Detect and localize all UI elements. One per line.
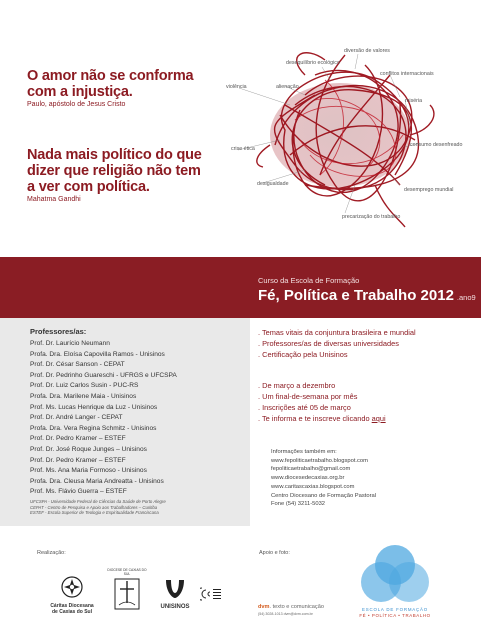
professors-panel — [0, 318, 250, 526]
schedule-item: . De março a dezembro — [258, 381, 336, 390]
diocese-name: DIOCESE DE CAXIAS DO SUL — [107, 568, 147, 576]
info-center: Centro Diocesano de Formação Pastoral — [271, 492, 377, 499]
professor-item: Prof. Ms. Ana Maria Formoso - Unisinos — [30, 467, 147, 475]
footnote-estef: ESTEF - Escola Superior de Teologia e Espiritualidade Franciscana — [30, 510, 159, 516]
footnote-ufcspa: UFCSPA - Universidade Federal de Ciências da Saúde de Porto Alegre — [30, 499, 166, 504]
quote-1-line-2: com a injustiça. — [27, 84, 133, 100]
dvm-name: dvm — [258, 604, 270, 610]
schedule-list — [258, 380, 478, 424]
feature-item: . Professores/as de diversas universidades — [258, 339, 399, 348]
yarn-label-miseria: miséria — [405, 98, 423, 104]
diocese-seal-icon — [110, 573, 144, 613]
tangled-yarn-illustration — [225, 35, 475, 230]
yarn-label-violencia: violência — [226, 84, 247, 90]
quote-1-author: Paulo, apóstolo de Jesus Cristo — [27, 101, 126, 108]
yarn-label-precarizacao: precarização do trabalho — [342, 214, 401, 220]
professor-item: Prof. Dr. José Roque Junges – Unisinos — [30, 445, 147, 453]
yarn-label-desemprego: desemprego mundial — [404, 187, 454, 193]
caritas-line-2: de Caxias do Sul — [51, 609, 92, 615]
quote-2-author: Mahatma Gandhi — [27, 196, 81, 203]
yarn-label-desigualdade: desigualdade — [257, 181, 289, 187]
course-banner — [0, 257, 481, 318]
schedule-item: . Um final-de-semana por mês — [258, 392, 358, 401]
professor-item: Profa. Dra. Eloísa Capovilla Ramos - Unisinos — [30, 350, 165, 358]
humanitas-logo-icon — [200, 586, 222, 602]
caritas-line-1: Cáritas Diocesana — [50, 603, 94, 609]
dvm-credit — [258, 604, 324, 610]
caritas-logo-icon — [61, 576, 83, 598]
escola-formacao-label: ESCOLA DE FORMAÇÃO — [362, 607, 428, 612]
info-diocese-link[interactable]: www.diocesedecaxias.org.br — [271, 475, 345, 482]
professor-item: Prof. Dr. Pedro Kramer – ESTEF — [30, 435, 126, 443]
quote-2-line-1: Nada mais político do que — [27, 147, 202, 163]
course-title-text: Fé, Política e Trabalho 2012 — [258, 287, 454, 304]
professor-item: Profa. Dra. Cleusa Maria Andreatta - Unisinos — [30, 477, 164, 485]
yarn-label-alienacao: alienação — [276, 84, 299, 90]
yarn-label-conflitos: conflitos internacionais — [380, 71, 434, 77]
sponsors-realizacao-label: Realização: — [37, 550, 66, 556]
professor-item: Profa. Dra. Vera Regina Schmitz - Unisinos — [30, 424, 157, 432]
yarn-label-crise-etica: crise ética — [231, 146, 255, 152]
sponsors-apoio-label: Apoio e foto: — [259, 550, 290, 556]
professor-item: Prof. Ms. Lucas Henrique da Luz - Unisinos — [30, 403, 158, 411]
quote-2-line-3: a ver com política. — [27, 179, 150, 195]
unisinos-logo-icon — [163, 577, 187, 601]
professor-item: Prof. Dr. Pedro Kramer – ESTEF — [30, 456, 126, 464]
yarn-label-desequilibrio: desequilíbrio ecológico — [286, 60, 340, 66]
professor-item: Prof. Dr. Laurício Neumann — [30, 340, 110, 347]
quote-2-line-2: dizer que religião não tem — [27, 163, 201, 179]
feature-item: . Certificação pela Unisinos — [258, 350, 348, 359]
dvm-tagline: . texto e comunicação — [269, 604, 324, 610]
yarn-label-diversao: diversão de valores — [344, 48, 390, 54]
professor-item: Prof. Dr. André Langer - CEPAT — [30, 414, 123, 422]
acronym-footnotes — [30, 499, 245, 516]
quote-1 — [27, 68, 237, 109]
professor-item: Prof. Dr. César Sanson - CEPAT — [30, 361, 125, 369]
info-email[interactable]: fepoliticaetrabalho@gmail.com — [271, 466, 351, 473]
course-subtitle: Curso da Escola de Formação — [258, 276, 360, 285]
quote-1-line-1: O amor não se conforma — [27, 68, 194, 84]
info-heading: Informações também em: — [271, 449, 337, 455]
info-phone: Fone (54) 3211-5032 — [271, 501, 326, 508]
signup-text: . Te informa e te inscreve clicando — [258, 414, 372, 423]
features-list — [258, 327, 478, 360]
quote-2 — [27, 147, 247, 204]
dvm-contact: (54) 3028-1013 dvm@dvm.com.br — [258, 612, 313, 616]
professors-heading: Professores/as: — [30, 327, 87, 336]
caritas-name — [41, 603, 103, 615]
yarn-label-consumo: consumo desenfreado — [410, 142, 463, 148]
professor-item: Prof. Dr. Pedrinho Guareschi - UFRGS e UFCSPA — [30, 371, 177, 379]
escola-formacao-logo-icon — [360, 544, 430, 606]
fe-politica-trabalho-label: FÉ • POLÍTICA • TRABALHO — [359, 613, 431, 618]
professor-item: Prof. Ms. Flávio Guerra – ESTEF — [30, 488, 127, 496]
professor-item: Prof. Dr. Luiz Carlos Susin - PUC-RS — [30, 382, 139, 390]
schedule-item: . Inscrições até 05 de março — [258, 403, 351, 412]
signup-line — [258, 413, 478, 424]
course-title — [258, 287, 476, 304]
professors-list — [30, 339, 245, 498]
professor-item: Profa. Dra. Marilene Maia - Unisinos — [30, 392, 137, 400]
feature-item: . Temas vitais da conjuntura brasileira e mundial — [258, 328, 416, 337]
info-blog-link[interactable]: www.fepoliticaetrabalho.blogspot.com — [271, 457, 368, 464]
info-caritas-link[interactable]: www.caritascaxias.blogspot.com — [271, 483, 355, 490]
course-edition: .ano9 — [456, 293, 476, 302]
contact-info — [271, 448, 471, 509]
unisinos-name: UNISINOS — [160, 604, 190, 610]
signup-link[interactable]: aqui — [371, 414, 386, 423]
footnote-cepat: CEPAT - Centro de Pesquisa e Apoio aos Trabalhadores – Curitiba — [30, 504, 158, 510]
